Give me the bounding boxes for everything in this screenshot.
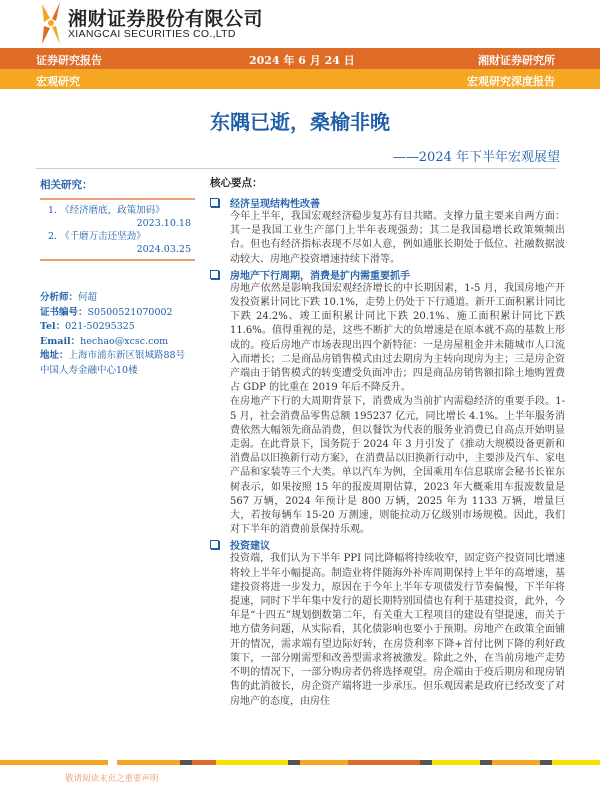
- address-label: 地址：: [40, 350, 69, 361]
- header-bar-secondary: [0, 69, 600, 89]
- related-item[interactable]: 2. 《千磨万击还坚劲》: [48, 231, 146, 242]
- section-heading: [210, 267, 565, 282]
- related-list: [40, 198, 195, 261]
- checkbox-bullet-icon: [210, 270, 219, 279]
- related-date: 2023.10.18: [136, 218, 191, 229]
- section-heading: [210, 195, 565, 210]
- cert-label: 证书编号：: [40, 306, 88, 318]
- paragraph: 在房地产下行的大周期背景下，消费成为当前扩内需稳经济的重要手段。1-5 月，社会消费品零售总额 195237 亿元，同比增长 4.1%。上半年服务消费依然大幅领先商品消费，但以餐饮为代表的服务业消费已自高点开始明显走弱。在此背景下，国务院于 2024 年 3 月引发了《推动大规模设备更新和消费品以旧换新行动方案》，在消费品以旧换新行动中，主要涉及汽车、家电产品和家装等三个大类。单以汽车为例，全国乘用车信息联席会秘书长崔东树表示，如果按照 15 年的报废周期估算，2023 年大概乘用车报废数量是 567 万辆，2024 年预计是 800 万辆，2025 年为 1133 万辆，增量巨大，若按每辆车 15-20 万测速，则能拉动万亿级别市场规模。因此，我们对下半年的消费前景保持乐观。: [230, 396, 565, 536]
- section-title: 投资建议: [230, 541, 270, 553]
- report-category-right: 宏观研究深度报告: [467, 75, 555, 88]
- analyst-name: 何超: [78, 292, 98, 303]
- header-bar-primary: [0, 48, 600, 69]
- company-name-cn: 湘财证券股份有限公司: [68, 8, 264, 30]
- paragraph: 房地产依然是影响我国宏观经济增长的中长期因素，1-5 月，我国房地产开发投资累计同比下跌 10.1%，走势上仍处于下行通道。新开工面积累计同比下跌 24.2%、竣工面积累计同比下跌 20.1%、施工面积累计同比下跌 11.6%。值得重视的是，这些不断扩大的负增速是在原本就不高的基数上形成的。疫后房地产市场表现出四个新特征：一是房屋租金并未随城市人口流入而增长；二是商品房销售模式由过去期房为主转向现房为主；三是房企资产端由于销售模式的转变遭受负面冲击；四是商品房销售额扣除土地购置费占 GDP 的比重在 2019 年后不降反升。: [230, 282, 565, 394]
- email-label: Email：: [40, 335, 81, 347]
- tel: 021-50295325: [65, 321, 135, 332]
- company-logo: [40, 2, 62, 44]
- report-subtitle: ——2024 年下半年宏观展望: [392, 150, 560, 165]
- cert-number: S0500521070002: [87, 306, 173, 318]
- section-heading: [210, 537, 565, 552]
- analyst-label: 分析师：: [40, 292, 79, 303]
- report-category: 宏观研究: [36, 75, 80, 88]
- report-title: 东隅已逝，桑榆非晚: [210, 110, 390, 134]
- related-item[interactable]: 1. 《经济磨底，政策加码》: [48, 205, 165, 216]
- paragraph: 今年上半年，我国宏观经济稳步复苏有目共睹。支撑力量主要来自两方面：其一是我国工业生产部门上半年表现强劲；其二是我国稳增长政策频频出台。但也有经济指标表现不尽如人意，例如通胀长期处于低位、社融数据波动较大、房地产投资增速持续下滑等。: [230, 211, 565, 265]
- report-type: 证券研究报告: [36, 54, 102, 67]
- address: 上海市浦东新区银城路88号: [68, 350, 186, 361]
- section-title: 房地产下行周期，消费是扩内需重要抓手: [230, 270, 410, 282]
- footer-stripe: [0, 760, 600, 765]
- section-title: 经济呈现结构性改善: [230, 199, 320, 210]
- footer-disclaimer: 敬请阅读末页之重要声明: [65, 774, 159, 784]
- checkbox-bullet-icon: [210, 540, 219, 549]
- paragraph: 投资端，我们认为下半年 PPI 同比降幅将持续收窄，固定资产投资同比增速将较上半年小幅提高。制造业将伴随海外补库周期保持上半年的高增速，基建投资将进一步发力，原因在于今年上半年专项债发行节奏偏慢，下半年将提速，同时下半年集中发行的超长期特别国债也有利于基建投资，此外，今年是“十四五”规划倒数第二年，有关重大工程项目的建设有望提速，而关于地方债务问题，从实际看，其化债影响也要小于预期。房地产在政策全面铺开的情况，需求端有望边际好转，在房贷利率下降+首付比例下降的利好政策下，一部分刚需型和改善型需求将被激发。除此之外，在当前房地产走势不明的情况下，一部分购房者仍将选择观望。房企端由于疫后期房和现房销售的此消彼长，房企资产端将进一步承压。但乐观因素是政府已经改变了对房地产的态度，由房住: [230, 553, 565, 707]
- main-content: [210, 177, 565, 709]
- sidebar: [40, 177, 195, 378]
- email[interactable]: hechao@xcsc.com: [80, 335, 169, 347]
- institute: 湘财证券研究所: [478, 54, 555, 67]
- key-points-heading: 核心要点：: [210, 177, 263, 189]
- checkbox-bullet-icon: [210, 198, 219, 207]
- company-name-en: XIANGCAI SECURITIES CO.,LTD: [68, 28, 236, 40]
- related-date: 2024.03.25: [136, 244, 191, 255]
- address-line2: 中国人寿金融中心10楼: [40, 364, 138, 376]
- tel-label: Tel：: [40, 321, 66, 332]
- report-date: 2024 年 6 月 24 日: [249, 54, 355, 67]
- analyst-info: [40, 291, 195, 378]
- divider: [36, 168, 556, 169]
- related-heading: 相关研究：: [40, 179, 93, 191]
